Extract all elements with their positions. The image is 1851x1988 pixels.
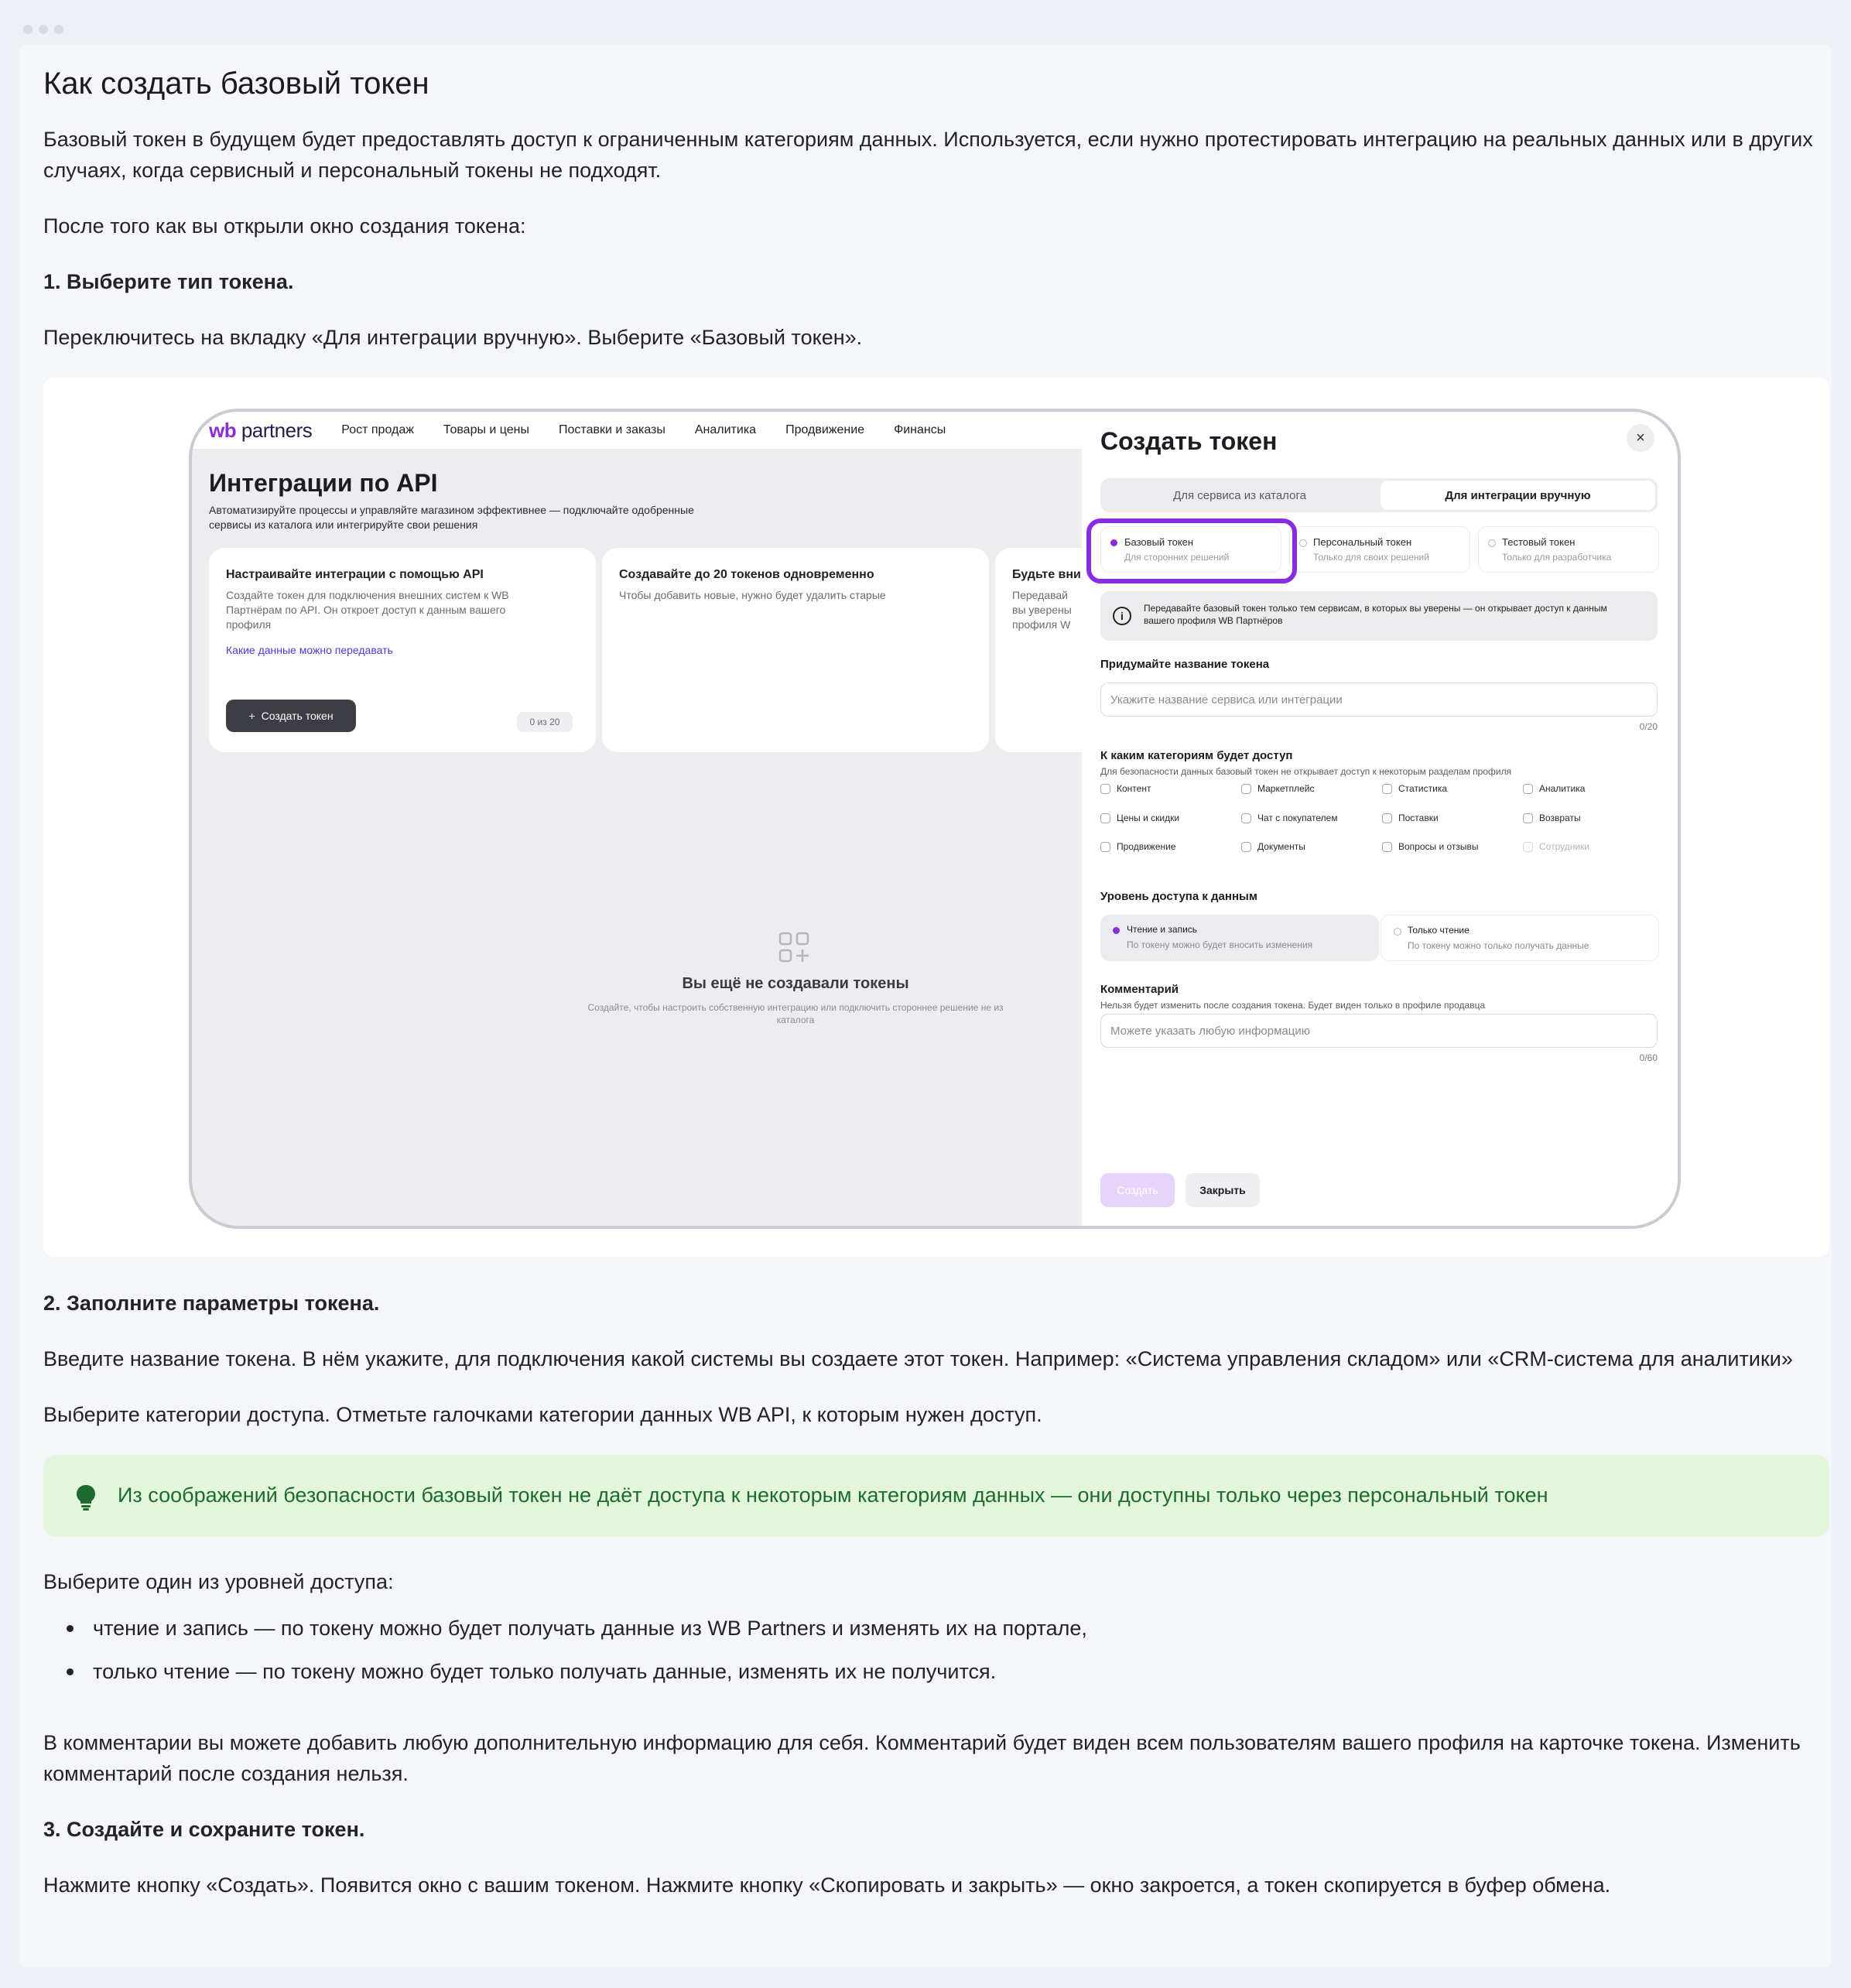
radio-icon: [1299, 539, 1307, 547]
access-levels-list: [43, 1613, 1823, 1687]
feature-card-limit: [602, 548, 989, 752]
step1-title: 1. Выберите тип токена.: [43, 270, 294, 293]
create-token-label: Создать токен: [261, 710, 334, 722]
category-checkbox[interactable]: Вопросы и отзывы: [1382, 841, 1479, 852]
feature-card-text: Чтобы добавить новые, нужно будет удалить старые: [619, 589, 886, 601]
checkbox-icon: [1241, 842, 1251, 852]
empty-state-subtitle: Создайте, чтобы настроить собственную интеграцию или подключить стороннее решение не из каталога: [587, 1002, 1004, 1025]
tip-text: Из соображений безопасности базовый токен не даёт доступа к некоторым категориям данных — они доступны только через персональный токен: [118, 1483, 1548, 1507]
feature-card-title: Создавайте до 20 токенов одновременно: [619, 568, 874, 581]
feature-card-text: Передавай вы уверены профиля W: [1012, 589, 1072, 631]
access-level-sub: По токену можно будет вносить изменения: [1127, 939, 1313, 950]
step2-title: 2. Заполните параметры токена.: [43, 1292, 380, 1315]
window-dot: [23, 25, 33, 34]
step2-text-categories: Выберите категории доступа. Отметьте галочками категории данных WB API, к которым нужен доступ.: [43, 1403, 1042, 1426]
category-checkbox[interactable]: Контент: [1100, 783, 1151, 794]
info-banner: [1100, 591, 1658, 641]
create-token-button[interactable]: [226, 700, 356, 732]
token-type-sub: Только для разработчика: [1502, 552, 1612, 563]
after-open-paragraph: После того как вы открыли окно создания токена:: [43, 214, 526, 238]
token-type-sub: Для сторонних решений: [1124, 552, 1230, 563]
empty-state-title: Вы ещё не создавали токены: [682, 975, 909, 992]
token-type-test[interactable]: [1478, 526, 1659, 573]
checkbox-icon: [1523, 842, 1533, 852]
access-level-label: Уровень доступа к данным: [1100, 890, 1257, 903]
lightbulb-icon: [76, 1484, 96, 1511]
token-type-title: Персональный токен: [1313, 536, 1412, 548]
article-title: Как создать базовый токен: [43, 67, 429, 101]
top-nav: [209, 416, 946, 444]
category-checkbox[interactable]: Продвижение: [1100, 841, 1176, 852]
security-tip: [43, 1455, 1829, 1537]
checkbox-icon: [1241, 784, 1251, 794]
checkbox-icon: [1523, 784, 1533, 794]
checkbox-icon: [1100, 813, 1110, 823]
nav-item-products[interactable]: Товары и цены: [443, 423, 530, 436]
checkbox-icon: [1241, 813, 1251, 823]
comment-input[interactable]: Можете указать любую информацию: [1100, 1014, 1658, 1048]
info-icon: i: [1113, 607, 1131, 625]
checkbox-icon: [1523, 813, 1533, 823]
category-checkbox[interactable]: Маркетплейс: [1241, 783, 1315, 794]
token-source-tabs: [1100, 478, 1658, 512]
nav-item-supplies[interactable]: Поставки и заказы: [559, 423, 665, 436]
article: [19, 45, 1832, 1967]
close-icon[interactable]: ×: [1627, 424, 1654, 452]
step3-text: Нажмите кнопку «Создать». Появится окно с вашим токеном. Нажмите кнопку «Скопировать и закрыть» — окно закроется, а токен скопируется в буфер обмена.: [43, 1873, 1611, 1897]
feature-card-title: Будьте вни: [1012, 568, 1081, 581]
levels-intro: Выберите один из уровней доступа:: [43, 1570, 394, 1593]
screenshot-frame: [189, 409, 1681, 1229]
token-type-sub: Только для своих решений: [1313, 552, 1429, 563]
checkbox-icon: [1100, 842, 1110, 852]
tab-catalog[interactable]: Для сервиса из каталога: [1173, 488, 1306, 502]
create-button[interactable]: Создать: [1100, 1173, 1175, 1207]
comment-counter: 0/60: [1639, 1052, 1658, 1063]
feature-card-api: [209, 548, 596, 752]
radio-icon: [1394, 928, 1401, 936]
close-button[interactable]: Закрыть: [1186, 1173, 1260, 1207]
category-checkbox[interactable]: Аналитика: [1523, 783, 1585, 794]
create-token-modal: [1082, 412, 1681, 1229]
data-types-link[interactable]: Какие данные можно передавать: [226, 644, 393, 656]
wb-partners-logo: wb partners: [209, 418, 313, 442]
categories-label: К каким категориям будет доступ: [1100, 749, 1293, 762]
nav-item-analytics[interactable]: Аналитика: [694, 423, 757, 436]
access-level-title: Только чтение: [1408, 925, 1470, 936]
page-title: Интеграции по API: [209, 469, 438, 497]
checkbox-icon: [1100, 784, 1110, 794]
category-checkbox[interactable]: Статистика: [1382, 783, 1447, 794]
step2-text-name: Введите название токена. В нём укажите, для подключения какой системы вы создаете этот токен. Например: «Система управления складом» или «CRM-система для аналитики»: [43, 1347, 1793, 1370]
screenshot-card: [43, 378, 1829, 1257]
info-text: Передавайте базовый токен только тем сервисам, в которых вы уверены — он открывает доступ к данным вашего профиля WB Партнёров: [1144, 603, 1607, 626]
intro-paragraph: Базовый токен в будущем будет предоставлять доступ к ограниченным категориям данных. Используется, если нужно протестировать интеграцию на реальных данных или в других случаях, когда сервисный и персональный токены не подходят.: [43, 128, 1813, 182]
nav-item-finance[interactable]: Финансы: [894, 423, 946, 436]
radio-selected-icon: [1113, 927, 1120, 934]
token-name-label: Придумайте название токена: [1100, 658, 1270, 671]
token-type-title: Базовый токен: [1124, 536, 1194, 548]
step1-text: Переключитесь на вкладку «Для интеграции вручную». Выберите «Базовый токен».: [43, 326, 863, 349]
access-level-title: Чтение и запись: [1127, 924, 1198, 935]
token-type-title: Тестовый токен: [1502, 536, 1576, 548]
access-level-sub: По токену можно только получать данные: [1408, 940, 1589, 951]
window-dots: [23, 25, 63, 34]
token-name-input[interactable]: Укажите название сервиса или интеграции: [1100, 683, 1658, 717]
category-checkbox[interactable]: Возвраты: [1523, 813, 1581, 823]
access-level-read-write[interactable]: [1100, 915, 1379, 961]
plus-icon: +: [248, 710, 255, 722]
access-level-read-only[interactable]: [1381, 915, 1659, 961]
list-item: чтение и запись — по токену можно будет получать данные из WB Partners и изменять их на портале,: [43, 1613, 1823, 1644]
nav-item-sales-growth[interactable]: Рост продаж: [341, 423, 414, 436]
category-checkbox[interactable]: Документы: [1241, 841, 1305, 852]
token-type-personal[interactable]: [1289, 526, 1470, 573]
comment-paragraph: В комментарии вы можете добавить любую дополнительную информацию для себя. Комментарий будет виден всем пользователям вашего профиля на карточке токена. Изменить комментарий после создания нельзя.: [43, 1731, 1801, 1785]
token-name-counter: 0/20: [1639, 721, 1658, 732]
feature-card-title: Настраивайте интеграции с помощью API: [226, 568, 484, 581]
list-item: только чтение — по токену можно будет только получать данные, изменять их не получится.: [43, 1656, 1823, 1687]
step3-title: 3. Создайте и сохраните токен.: [43, 1818, 365, 1841]
checkbox-icon: [1382, 784, 1392, 794]
token-counter: 0 из 20: [517, 712, 573, 732]
category-checkbox[interactable]: Чат с покупателем: [1241, 813, 1338, 823]
tab-manual[interactable]: Для интеграции вручную: [1381, 481, 1655, 510]
category-checkbox[interactable]: Цены и скидки: [1100, 813, 1179, 823]
feature-card-text: Создайте токен для подключения внешних систем к WB Партнёрам по API. Он откроет доступ к данным вашего профиля: [226, 589, 509, 631]
page-subtitle: Автоматизируйте процессы и управляйте магазином эффективнее — подключайте одобренные сервисы из каталога или интегрируйте свои решения: [209, 504, 694, 531]
radio-icon: [1488, 539, 1496, 547]
modal-title: Создать токен: [1100, 427, 1278, 455]
article-content: [43, 63, 1823, 1925]
highlight-frame: [1086, 518, 1297, 583]
checkbox-icon: [1382, 813, 1392, 823]
categories-subtitle: Для безопасности данных базовый токен не открывает доступ к некоторым разделам профиля: [1100, 766, 1512, 777]
comment-subtitle: Нельзя будет изменить после создания токена. Будет виден только в профиле продавца: [1100, 1000, 1486, 1011]
checkbox-icon: [1382, 842, 1392, 852]
token-grid-icon: [778, 932, 809, 963]
category-checkbox[interactable]: Поставки: [1382, 813, 1439, 823]
comment-label: Комментарий: [1100, 983, 1179, 996]
category-checkbox-disabled: Сотрудники: [1523, 841, 1589, 852]
nav-item-promotion[interactable]: Продвижение: [785, 423, 865, 436]
window-dot: [39, 25, 48, 34]
window-dot: [54, 25, 63, 34]
